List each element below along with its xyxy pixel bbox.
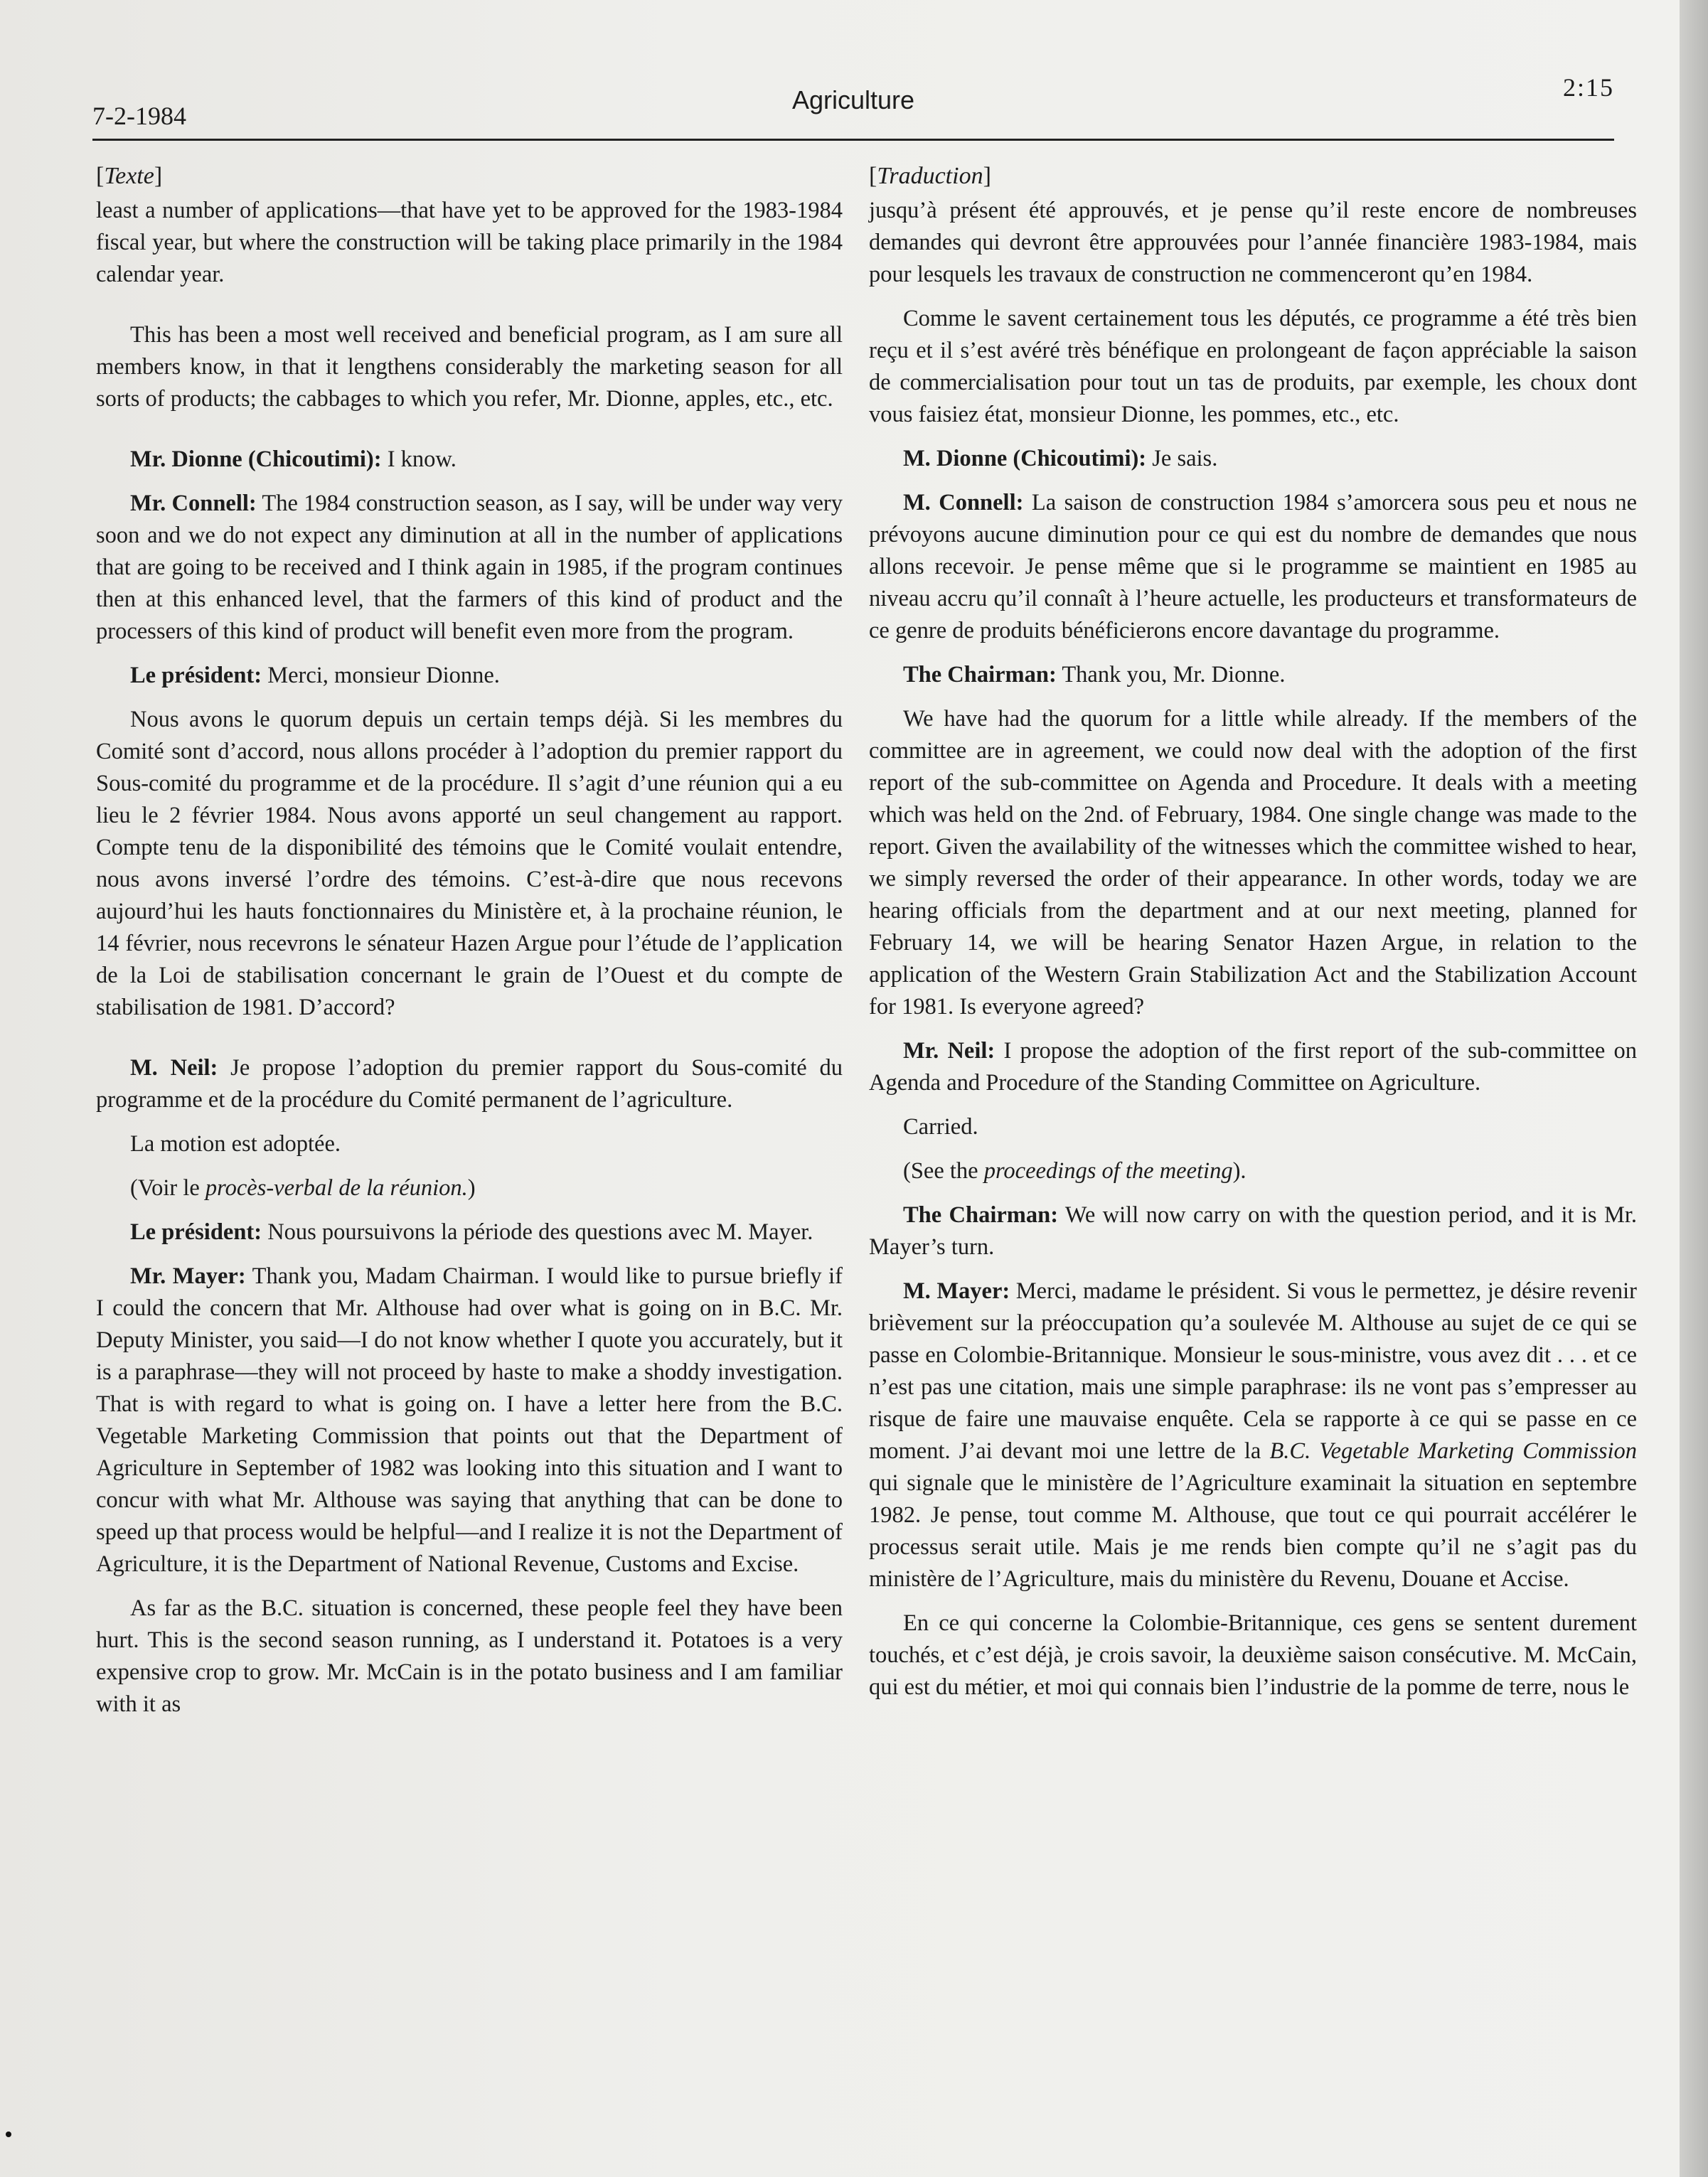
paragraph: As far as the B.C. situation is concerned, these people feel they have been hurt. This is the second season running, as I understand it. Potatoes is a very expensive crop to grow. Mr. McCain is in the potato business and I am familiar with it as [96,1595,843,1717]
speech-paragraph: Mr. Connell: The 1984 construction season, as I say, will be under way very soon and we do not expect any diminution at all in the number of applications that are going to be received and I think again in 1985, if the program continues then at this enhanced level, that the farmers of this kind of product and the processers of this kind of product will benefit even more from the program. [96,491,843,644]
paragraph: jusqu’à présent été approuvés, et je pense qu’il reste encore de nombreuses demandes qui devront être approuvées pour l’année financière 1983-1984, mais pour lesquels les travaux de construction ne commenceront qu’en 1984. [869,198,1637,287]
speaker-name: Mr. Mayer: [130,1263,246,1289]
speech-paragraph: M. Dionne (Chicoutimi): Je sais. [903,446,1218,471]
speaker-name: Le président: [130,663,262,688]
speech-paragraph: M. Connell: La saison de construction 1984 s’amorcera sous peu et nous ne prévoyons aucune diminution pour ce qui est du nombre de demandes que nous allons recevoir. Je pense même que si le programme se maintient en 1985 au niveau accru qu’il connaît à l’heure actuelle, les producteurs et transformateurs de ce genre de produits bénéficierons encore davantage du programme. [869,490,1637,643]
right-column-french [869,160,1637,1716]
speech-paragraph: M. Mayer: Merci, madame le président. Si vous le permettez, je désire revenir brièvement sur la préoccupation qu’a soulevée M. Althouse au sujet de ce qui se passe en Colombie-Britannique. Monsieur le sous-ministre, vous avez dit . . . et ce n’est pas une citation, mais une simple paraphrase: ils ne vont pas s’empresser au risque de faire une mauvaise enquête. Cela se rapporte à ce qui se passe en ce moment. J’ai devant moi une lettre de la B.C. Vegetable Marketing Commission qui signale que le ministère de l’Agriculture examinait la situation en septembre 1982. Je pense, tout comme M. Althouse, que tout ce qui pourrait accélérer le processus serait utile. Mais je me rends bien compte qu’il ne s’agit pas du ministère de l’Agriculture, mais du ministère du Revenu, Douane et Accise. [869,1278,1637,1592]
speech-paragraph: Mr. Dionne (Chicoutimi): I know. [130,446,457,472]
speech-paragraph: The Chairman: Thank you, Mr. Dionne. [903,662,1286,688]
speaker-name: M. Dionne (Chicoutimi): [903,446,1147,471]
paragraph: We have had the quorum for a little while already. If the members of the committee are in agreement, we could now deal with the adoption of the first report of the sub-committee on Agenda and Procedure. It deals with a meeting which was held on the 2nd. of February, 1984. One single change was made to the report. Given the availability of the witnesses which the committee wished to hear, we simply reversed the order of their appearance. In other words, today we are hearing officials from the department and at our next meeting, planned for February 14, we will be hearing Senator Hazen Argue, in relation to the application of the Western Grain Stabilization Act and the Stabilization Account for 1981. Is everyone agreed? [869,706,1637,1020]
language-label: [Texte] [96,163,163,189]
speech-paragraph: Le président: Merci, monsieur Dionne. [130,663,500,688]
speaker-name: The Chairman: [903,1202,1059,1228]
speaker-name: Le président: [130,1219,262,1245]
speech-paragraph: Mr. Neil: I propose the adoption of the first report of the sub-committee on Agenda and Procedure of the Standing Committee on Agriculture. [869,1038,1637,1096]
speaker-name: M. Connell: [903,490,1024,515]
paragraph: Carried. [903,1114,978,1140]
paragraph: Nous avons le quorum depuis un certain temps déjà. Si les membres du Comité sont d’accord, nous allons procéder à l’adoption du premier rapport du Sous-comité du programme et de la procédure. Il s’agit d’une réunion qui a eu lieu le 2 février 1984. Nous avons apporté un seul changement au rapport. Compte tenu de la disponibilité des témoins que le Comité voulait entendre, nous avons inversé l’ordre des témoins. C’est-à-dire que nous recevons aujourd’hui les hauts fonctionnaires du Ministère et, à la prochaine réunion, le 14 février, nous recevrons le sénateur Hazen Argue pour l’étude de l’application de la Loi de stabilisation concernant le grain de l’Ouest et du compte de stabilisation de 1981. D’accord? [96,707,843,1020]
paragraph: (Voir le procès-verbal de la réunion.) [130,1175,476,1201]
page-edge [1680,0,1708,2177]
speaker-name: M. Neil: [130,1055,218,1081]
header-title: Agriculture [791,85,915,114]
language-label: [Traduction] [869,163,991,189]
speech-paragraph: The Chairman: We will now carry on with the question period, and it is Mr. Mayer’s turn. [869,1202,1638,1260]
paragraph: least a number of applications—that have yet to be approved for the 1983-1984 fiscal year, but where the construction will be taking place primarily in the 1984 calendar year. [96,198,843,287]
speech-paragraph: Mr. Mayer: Thank you, Madam Chairman. I would like to pursue briefly if I could the concern that Mr. Althouse had over what is going on in B.C. Mr. Deputy Minister, you said—I do not know whether I quote you accurately, but it is a paraphrase—they will not proceed by haste to make a shoddy investigation. That is with regard to what is going on. I have a letter here from the B.C. Vegetable Marketing Commission that points out that the Department of Agriculture in September of 1982 was looking into this situation and I want to concur with what Mr. Althouse was saying that anything that can be done to speed up that process would be helpful—and I realize it is not the Department of Agriculture, it is the Department of National Revenue, Customs and Excise. [96,1263,843,1577]
speech-paragraph: Le président: Nous poursuivons la période des questions avec M. Mayer. [130,1219,813,1245]
header-page-number: 2:15 [1562,73,1614,102]
paragraph: La motion est adoptée. [130,1131,341,1157]
speech-paragraph: M. Neil: Je propose l’adoption du premier rapport du Sous-comité du programme et de la procédure du Comité permanent de l’agriculture. [96,1055,843,1113]
left-column-english [96,160,843,1733]
paragraph: (See the proceedings of the meeting). [903,1158,1247,1184]
paragraph: This has been a most well received and beneficial program, as I am sure all members know, in that it lengthens considerably the marketing season for all sorts of products; the cabbages to which you refer, Mr. Dionne, apples, etc., etc. [96,322,843,412]
speaker-name: The Chairman: [903,662,1057,688]
speaker-name: Mr. Neil: [903,1038,996,1064]
margin-dot [6,2131,11,2137]
paragraph: En ce qui concerne la Colombie-Britannique, ces gens se sentent durement touchés, et c’est déjà, je crois savoir, la deuxième saison consécutive. M. McCain, qui est du métier, et moi qui connais bien l’industrie de la pomme de terre, nous le [869,1610,1637,1700]
speaker-name: Mr. Dionne (Chicoutimi): [130,446,382,472]
paragraph: Comme le savent certainement tous les députés, ce programme a été très bien reçu et il s’est avéré très bénéfique en prolongeant de façon appréciable la saison de commercialisation pour tout un tas de produits, par exemple, les choux dont vous faisiez état, monsieur Dionne, les pommes, etc., etc. [869,306,1637,427]
speaker-name: Mr. Connell: [130,491,257,516]
speaker-name: M. Mayer: [903,1278,1010,1304]
header-date: 7-2-1984 [92,102,186,130]
running-header [92,71,1614,141]
